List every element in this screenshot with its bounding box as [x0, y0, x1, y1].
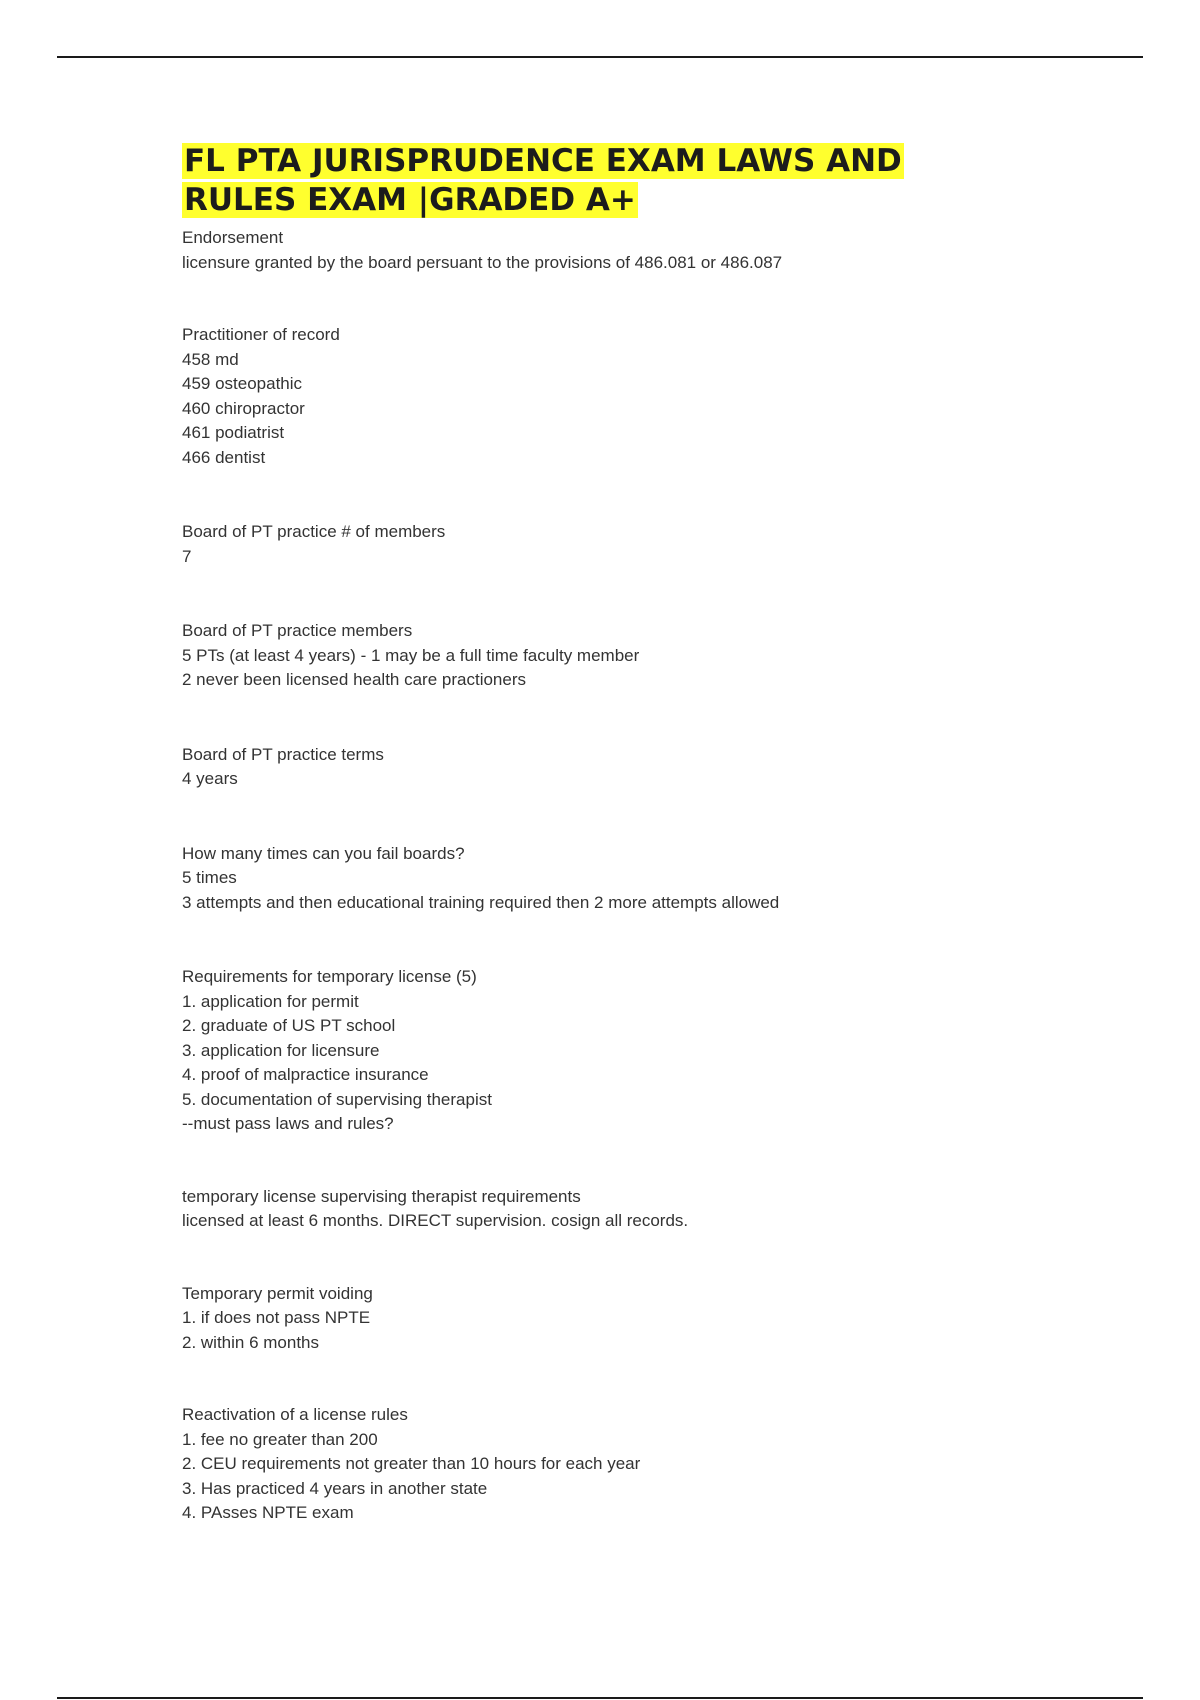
entry-line: 7: [182, 546, 192, 566]
entry-line: --must pass laws and rules?: [182, 1114, 394, 1133]
document-title: [182, 142, 1082, 220]
entry-line: 1. fee no greater than 200: [182, 1429, 378, 1449]
qa-entry-board-members: [182, 619, 1082, 693]
qa-entry-board-terms: [182, 743, 1082, 792]
qa-entry-permit-voiding: [182, 1282, 1082, 1356]
entry-line: 461 podiatrist: [182, 423, 285, 442]
entry-line: 2. within 6 months: [182, 1332, 320, 1352]
entry-line: 4. PAsses NPTE exam: [182, 1503, 354, 1522]
document-body: [182, 142, 1082, 1526]
entry-line: 1. application for permit: [182, 991, 359, 1011]
qa-entry-practitioner-of-record: [182, 323, 1082, 470]
entry-line: 459 osteopathic: [182, 374, 303, 393]
entry-line: 1. if does not pass NPTE: [182, 1308, 371, 1327]
entry-term: Reactivation of a license rules: [182, 1405, 408, 1424]
qa-entry-supervising-therapist: [182, 1185, 1082, 1234]
entry-line: 458 md: [182, 349, 239, 369]
entry-term: How many times can you fail boards?: [182, 843, 465, 863]
entry-line: 4 years: [182, 769, 238, 788]
entry-term: Board of PT practice # of members: [182, 522, 446, 541]
entry-term: Board of PT practice members: [182, 621, 413, 640]
entry-line: 460 chiropractor: [182, 398, 305, 418]
bottom-rule: [57, 1697, 1143, 1699]
entry-line: 2. CEU requirements not greater than 10 hours for each year: [182, 1454, 641, 1473]
entry-line: 3 attempts and then educational training required then 2 more attempts allowed: [182, 892, 780, 912]
qa-entry-board-member-count: [182, 520, 1082, 569]
title-line-1: FL PTA JURISPRUDENCE EXAM LAWS AND: [184, 143, 902, 179]
entry-line: 2. graduate of US PT school: [182, 1016, 396, 1035]
title-line-2: RULES EXAM |GRADED A+: [184, 182, 636, 218]
entry-term: Temporary permit voiding: [182, 1283, 373, 1303]
entry-term: Requirements for temporary license (5): [182, 967, 477, 986]
entry-term: Board of PT practice terms: [182, 744, 384, 764]
entry-line: 4. proof of malpractice insurance: [182, 1065, 429, 1084]
entry-line: licensed at least 6 months. DIRECT supervision. cosign all records.: [182, 1211, 689, 1230]
entry-term: Endorsement: [182, 228, 284, 247]
entry-line: 2 never been licensed health care practioners: [182, 670, 526, 689]
entry-term: temporary license supervising therapist requirements: [182, 1186, 581, 1206]
entry-line: 3. application for licensure: [182, 1040, 380, 1060]
entry-term: Practitioner of record: [182, 325, 340, 344]
qa-entry-reactivation-rules: [182, 1403, 1082, 1526]
qa-entry-endorsement: [182, 226, 1082, 275]
entry-line: 5. documentation of supervising therapist: [182, 1089, 492, 1109]
qa-entry-fail-boards: [182, 842, 1082, 916]
qa-entry-temporary-license-requirements: [182, 965, 1082, 1137]
entry-line: 466 dentist: [182, 447, 266, 467]
entry-line: 3. Has practiced 4 years in another state: [182, 1478, 488, 1498]
top-rule: [57, 56, 1143, 58]
entry-line: 5 PTs (at least 4 years) - 1 may be a full time faculty member: [182, 645, 640, 665]
entry-line: licensure granted by the board persuant to the provisions of 486.081 or 486.087: [182, 252, 783, 272]
entry-line: 5 times: [182, 868, 237, 887]
